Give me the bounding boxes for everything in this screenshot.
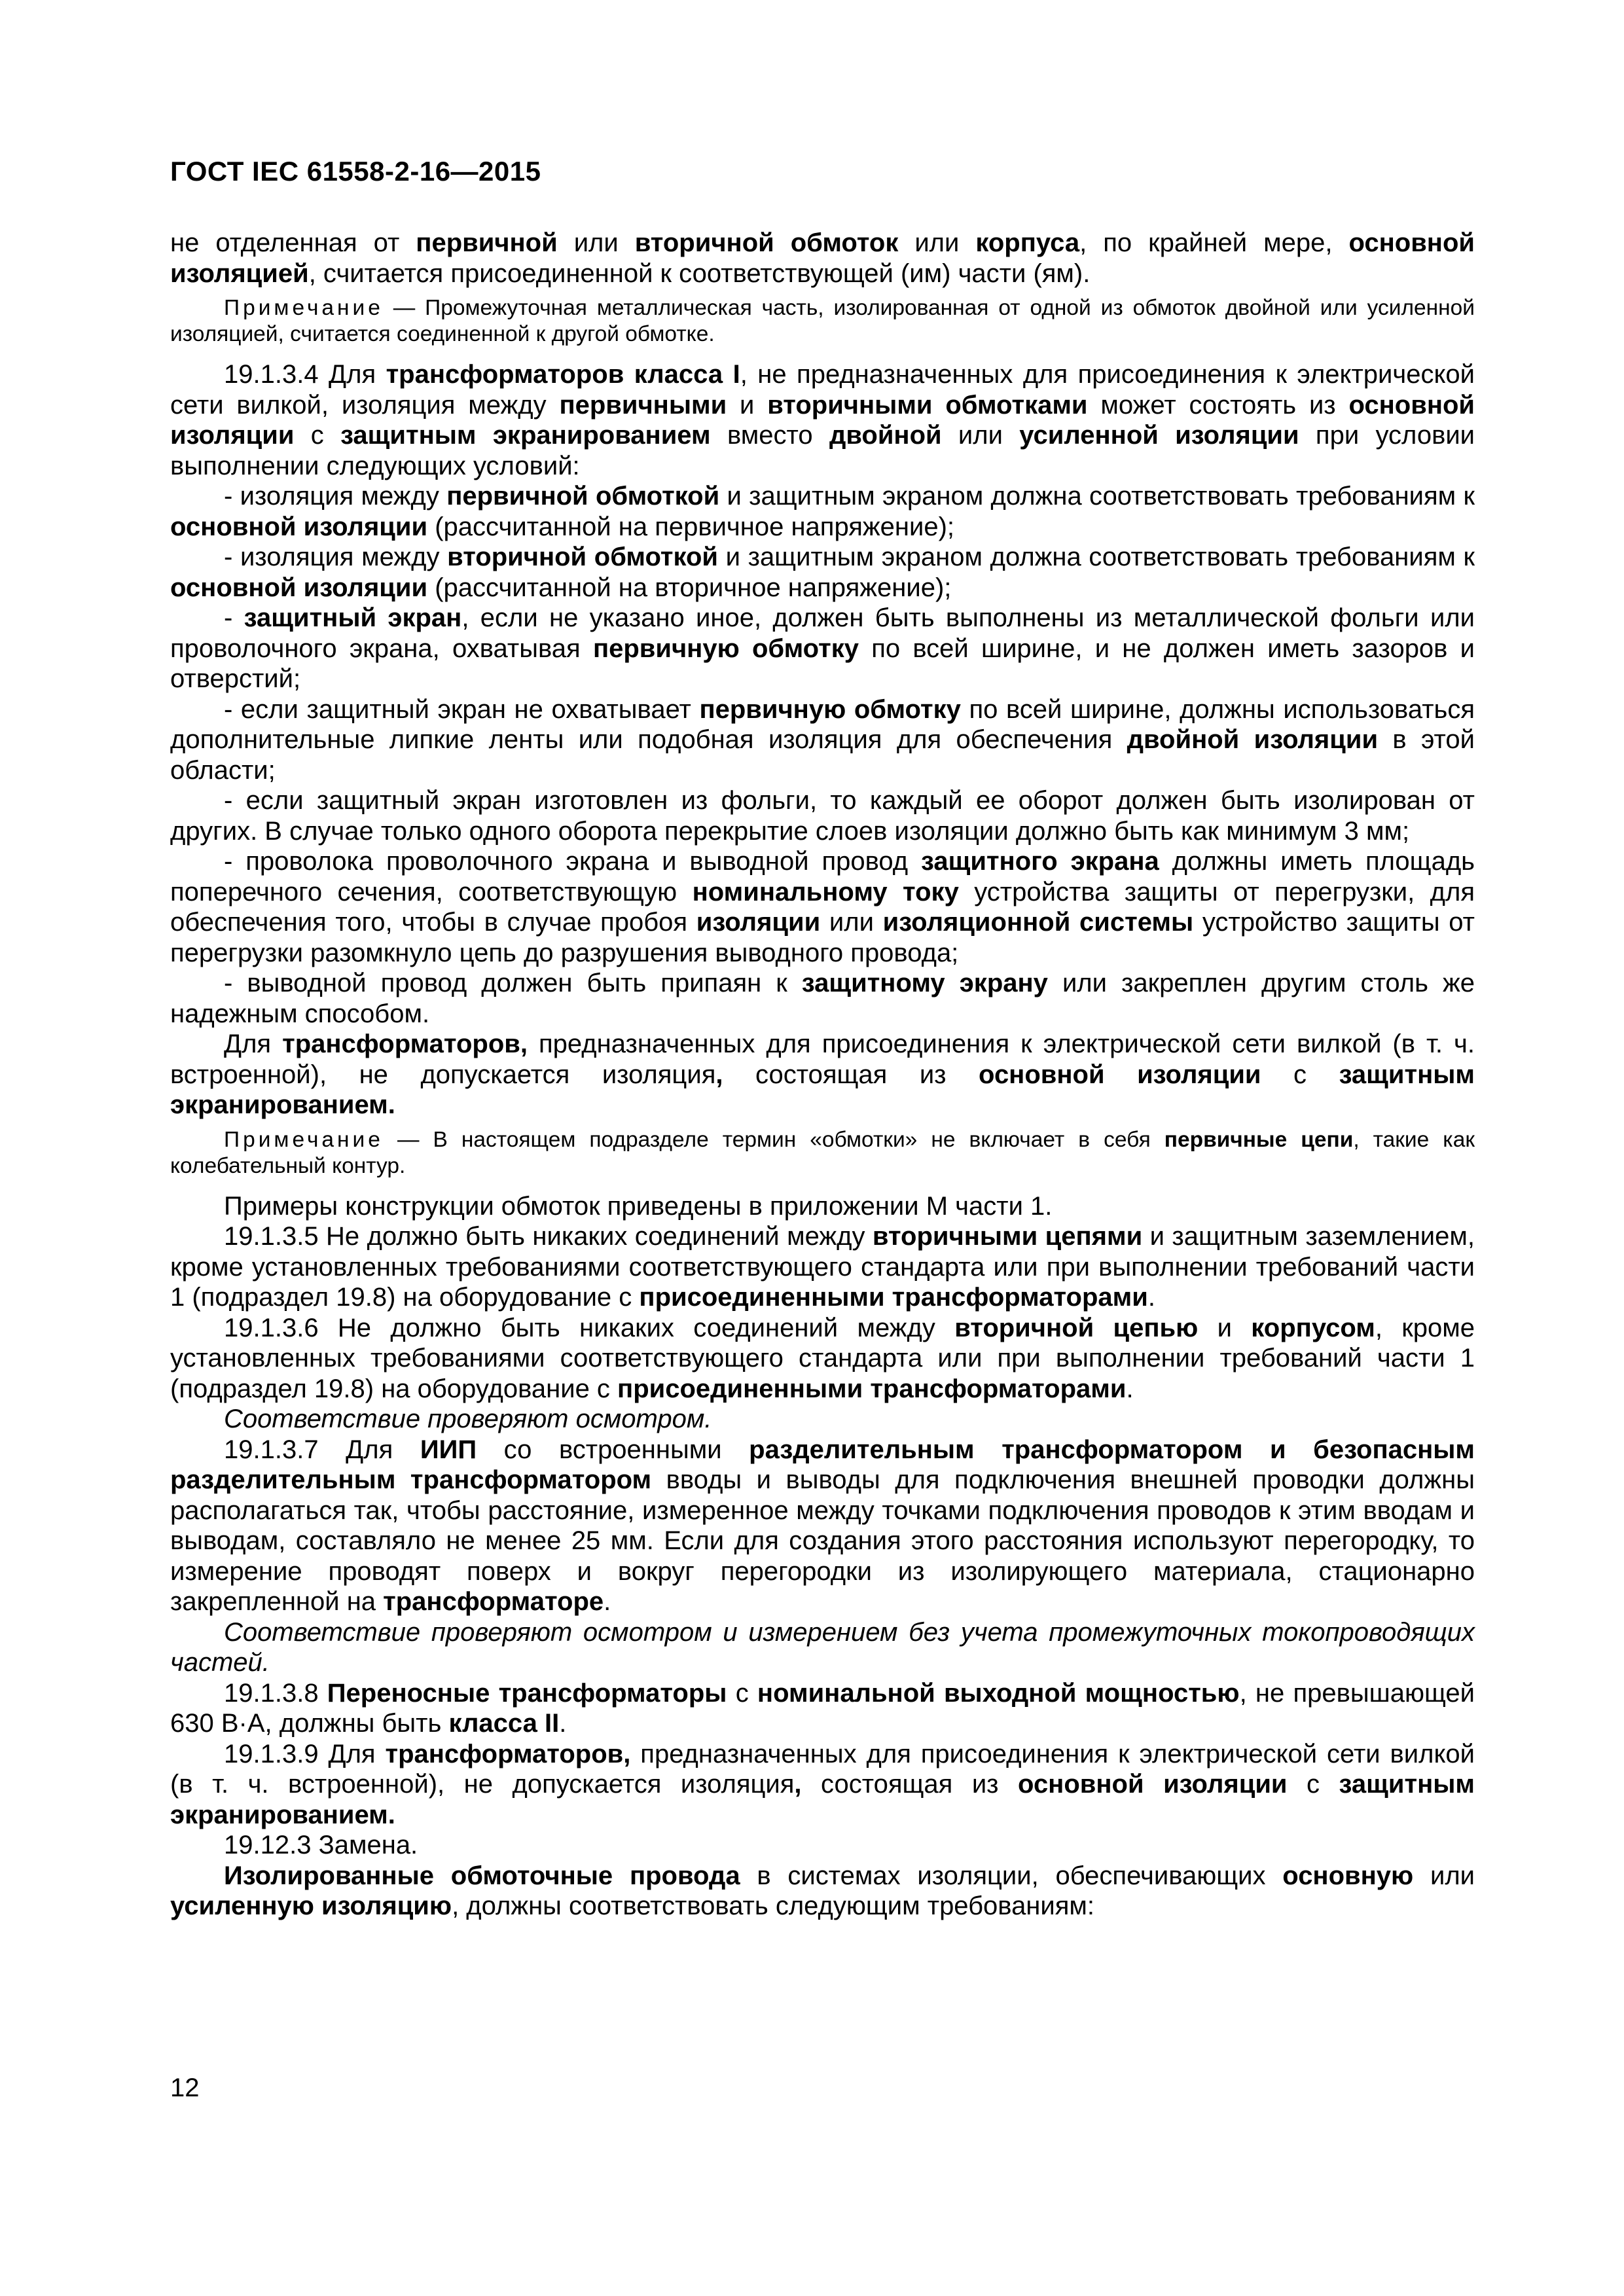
bold-term: основной изоляции xyxy=(979,1060,1261,1089)
bold-term: защитному экрану xyxy=(801,969,1048,997)
paragraph xyxy=(170,1435,1475,1617)
text-run: или xyxy=(820,908,883,937)
text-run: с xyxy=(294,421,341,450)
text-run: Примеры конструкции обмоток приведены в приложении M части 1. xyxy=(224,1191,1053,1221)
paragraph xyxy=(170,1617,1475,1678)
bold-term: присоединенными трансформаторами xyxy=(617,1374,1127,1403)
note-paragraph xyxy=(170,1127,1475,1179)
text-run: - если защитный экран не охватывает xyxy=(224,694,700,724)
text-run: по всей ширине, должны использоваться дополнительные липкие ленты или подобная изоляция для обеспечения xyxy=(170,694,1475,754)
text-run: - проволока проволочного экрана и выводной провод xyxy=(224,847,921,876)
text-run: устройство защиты от перегрузки разомкнуло цепь до разрушения выводного провода; xyxy=(170,908,1475,967)
text-run: и xyxy=(727,390,768,420)
text-run: или xyxy=(898,228,976,257)
text-run: с xyxy=(727,1678,757,1708)
bold-term: присоединенными трансформаторами xyxy=(639,1283,1148,1312)
text-run: (рассчитанной на вторичное напряжение); xyxy=(427,573,952,602)
bold-term: первичной обмоткой xyxy=(446,482,720,511)
text-run: в этой области; xyxy=(170,725,1475,785)
text-run: 19.1.3.8 xyxy=(224,1678,327,1708)
text-run: 19.1.3.4 Для xyxy=(224,360,386,389)
bold-term: первичные цепи xyxy=(1164,1127,1354,1152)
bold-term: Изолированные обмоточные провода xyxy=(224,1861,740,1890)
text-run: — В настоящем подразделе термин «обмотки» не включает в себя xyxy=(383,1127,1164,1152)
text-run: и защитным экраном должна соответствовать требованиям к xyxy=(719,482,1475,511)
text-run: Для xyxy=(224,1030,283,1058)
bold-term: трансформаторов, xyxy=(282,1030,528,1058)
bold-term: основной изоляции xyxy=(170,390,1475,450)
bold-term: основной изоляции xyxy=(170,512,428,541)
bold-term: класса II xyxy=(448,1709,560,1738)
text-run: 19.1.3.5 Не должно быть никаких соединений между xyxy=(224,1222,873,1251)
bold-term: усиленной изоляции xyxy=(1019,421,1299,450)
text-run: , кроме установленных требованиями соответствующего стандарта или при выполнении требований части 1 (подраздел 19.8) на оборудование с xyxy=(170,1313,1475,1403)
text-run: . xyxy=(604,1587,611,1616)
text-run: со встроенными xyxy=(477,1435,749,1464)
bold-term: первичную обмотку xyxy=(699,694,961,724)
text-run: (рассчитанной на первичное напряжение); xyxy=(427,512,955,541)
text-run: , такие как колебательный контур. xyxy=(170,1127,1475,1178)
text-run: , не предназначенных для присоединения к электрической сети вилкой, изоляция между xyxy=(170,360,1475,420)
text-run: может состоять из xyxy=(1087,390,1349,420)
bold-term: , xyxy=(715,1060,723,1089)
bold-term: вторичной цепью xyxy=(954,1313,1199,1342)
bold-term: защитным экранированием xyxy=(340,421,711,450)
text-run: не отделенная от xyxy=(170,228,416,257)
text-run: . xyxy=(1126,1374,1134,1403)
bold-term: защитный экран xyxy=(244,603,462,632)
bold-term: изоляционной системы xyxy=(882,908,1194,937)
bold-term: , xyxy=(794,1770,802,1799)
bold-term: усиленную изоляцию xyxy=(170,1892,452,1920)
text-run: 19.1.3.7 Для xyxy=(224,1435,420,1464)
text-run: и xyxy=(1198,1313,1252,1342)
document-header: ГОСТ IEC 61558-2-16—2015 xyxy=(170,156,541,187)
text-run: или закреплен другим столь же надежным способом. xyxy=(170,969,1475,1028)
bold-term: основной изоляцией xyxy=(170,228,1475,288)
text-run: - xyxy=(224,603,244,632)
text-run: и защитным заземлением, кроме установленных требованиями соответствующего стандарта или при выполнении требований части 1 (подраздел 19.8) на оборудование с xyxy=(170,1222,1475,1312)
paragraph xyxy=(170,694,1475,786)
text-run: Примечание xyxy=(224,1127,384,1152)
bold-term: изоляции xyxy=(696,908,821,937)
text-run: . xyxy=(559,1709,567,1738)
paragraph xyxy=(170,1830,1475,1861)
bold-term: разделительным трансформатором и безопасным разделительным трансформатором xyxy=(170,1435,1475,1494)
bold-term: защитным экранированием. xyxy=(170,1060,1475,1119)
bold-term: двойной xyxy=(829,421,942,450)
text-run: с xyxy=(1261,1060,1339,1089)
paragraph xyxy=(170,968,1475,1029)
paragraph xyxy=(170,1404,1475,1435)
italic-text: Соответствие проверяют осмотром. xyxy=(224,1405,712,1433)
note-paragraph xyxy=(170,295,1475,348)
paragraph xyxy=(170,542,1475,603)
paragraph xyxy=(170,1861,1475,1922)
text-run: должны иметь площадь поперечного сечения, соответствующую xyxy=(170,847,1475,906)
text-run: , не превышающей 630 В·А, должны быть xyxy=(170,1678,1475,1738)
text-run: , по крайней мере, xyxy=(1079,228,1349,257)
bold-term: вторичной обмоткой xyxy=(447,543,718,571)
text-run: - изоляция между xyxy=(224,482,447,511)
text-run: — Промежуточная металлическая часть, изолированная от одной из обмоток двойной или усиленной изоляцией, считается соединенной к другой обмотке. xyxy=(170,296,1475,346)
paragraph xyxy=(170,603,1475,694)
text-run: при условии выполнении следующих условий: xyxy=(170,421,1475,480)
text-run: с xyxy=(1287,1770,1339,1799)
bold-term: трансформаторов, xyxy=(385,1739,631,1768)
text-run: 19.12.3 Замена. xyxy=(224,1831,418,1859)
bold-term: защитного экрана xyxy=(921,847,1159,876)
page-number: 12 xyxy=(170,2073,200,2102)
text-run: предназначенных для присоединения к электрической сети вилкой (в т. ч. встроенной), не допускается изоляция xyxy=(170,1739,1475,1799)
text-run: . xyxy=(1147,1283,1155,1312)
text-run: , если не указано иное, должен быть выполнены из металлической фольги или проволочного экрана, охватывая xyxy=(170,603,1475,663)
text-run: , считается присоединенной к соответствующей (им) части (ям). xyxy=(308,259,1091,288)
bold-term: вторичными цепями xyxy=(872,1222,1143,1251)
bold-term: основную xyxy=(1282,1861,1414,1890)
text-run: или xyxy=(1413,1861,1475,1890)
bold-term: вторичной обмоток xyxy=(634,228,899,257)
document-body xyxy=(170,228,1475,1922)
paragraph xyxy=(170,481,1475,542)
text-run: состоящая из xyxy=(801,1770,1019,1799)
paragraph xyxy=(170,1739,1475,1831)
text-run: , должны соответствовать следующим требованиям: xyxy=(452,1892,1095,1920)
text-run: устройства защиты от перегрузки, для обеспечения того, чтобы в случае пробоя xyxy=(170,877,1475,937)
paragraph xyxy=(170,1191,1475,1222)
italic-text: Соответствие проверяют осмотром и измерением без учета промежуточных токопроводящих частей. xyxy=(170,1617,1475,1677)
bold-term: основной изоляции xyxy=(170,573,428,602)
bold-term: Переносные трансформаторы xyxy=(327,1678,727,1708)
text-run: вводы и выводы для подключения внешней проводки должны располагаться так, чтобы расстояние, измеренное между точками подключения проводов к этим вводам и выводам, составляло не менее 25 мм. Если для создания этого расстояния используют перегородку, то измерение проводят поверх и вокруг перегородки из изолирующего материала, стационарно закрепленной на xyxy=(170,1465,1475,1616)
bold-term: трансформаторов класса I xyxy=(386,360,740,389)
text-run: - изоляция между xyxy=(224,543,448,571)
paragraph xyxy=(170,1678,1475,1739)
paragraph xyxy=(170,1313,1475,1405)
bold-term: первичной xyxy=(416,228,558,257)
text-run: 19.1.3.6 Не должно быть никаких соединений между xyxy=(224,1313,955,1342)
text-run: предназначенных для присоединения к электрической сети вилкой (в т. ч. встроенной), не допускается изоляция xyxy=(170,1030,1475,1089)
text-run: вместо xyxy=(710,421,829,450)
paragraph xyxy=(170,359,1475,481)
text-run: - если защитный экран изготовлен из фольги, то каждый ее оборот должен быть изолирован от других. В случае только одного оборота перекрытие слоев изоляции должно быть как минимум 3 мм; xyxy=(170,786,1475,846)
bold-term: первичными xyxy=(559,390,727,420)
paragraph xyxy=(170,1221,1475,1313)
text-run: или xyxy=(557,228,635,257)
text-run: в системах изоляции, обеспечивающих xyxy=(740,1861,1283,1890)
bold-term: основной изоляции xyxy=(1018,1770,1288,1799)
bold-term: ИИП xyxy=(420,1435,477,1464)
paragraph xyxy=(170,228,1475,289)
bold-term: корпуса xyxy=(975,228,1080,257)
bold-term: корпусом xyxy=(1251,1313,1375,1342)
paragraph xyxy=(170,846,1475,968)
bold-term: двойной изоляции xyxy=(1127,725,1379,754)
bold-term: трансформаторе xyxy=(383,1587,604,1616)
bold-term: первичную обмотку xyxy=(592,634,859,663)
paragraph xyxy=(170,785,1475,846)
text-run: или xyxy=(941,421,1020,450)
bold-term: защитным экранированием. xyxy=(170,1770,1475,1829)
paragraph xyxy=(170,1029,1475,1121)
text-run: - выводной провод должен быть припаян к xyxy=(224,969,802,997)
text-run: по всей ширине, и не должен иметь зазоров и отверстий; xyxy=(170,634,1475,693)
bold-term: номинальному току xyxy=(692,877,959,906)
bold-term: номинальной выходной мощностью xyxy=(757,1678,1240,1708)
text-run: состоящая из xyxy=(723,1060,979,1089)
text-run: Примечание xyxy=(224,296,384,320)
text-run: 19.1.3.9 Для xyxy=(224,1739,386,1768)
bold-term: вторичными обмотками xyxy=(767,390,1088,420)
text-run: и защитным экраном должна соответствовать требованиям к xyxy=(717,543,1475,571)
